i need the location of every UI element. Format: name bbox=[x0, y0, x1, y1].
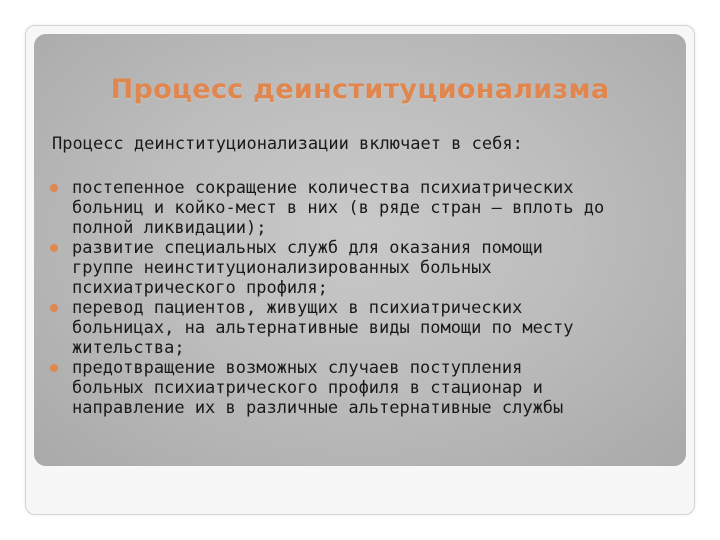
intro-text: Процесс деинституционализации включает в себя: bbox=[52, 134, 523, 154]
bullet-dot-icon bbox=[50, 304, 58, 312]
list-item-line: больницах, на альтернативные виды помощи по месту bbox=[72, 318, 574, 338]
bullet-dot-icon bbox=[50, 244, 58, 252]
bullet-dot-icon bbox=[50, 184, 58, 192]
list-item bbox=[50, 178, 690, 238]
list-item-line: развитие специальных служб для оказания помощи bbox=[72, 238, 543, 258]
list-item-line: полной ликвидации); bbox=[72, 218, 267, 238]
list-item bbox=[50, 358, 690, 418]
list-item-line: предотвращение возможных случаев поступления bbox=[72, 358, 523, 378]
list-item-line: направление их в различные альтернативные службы bbox=[72, 398, 564, 418]
bullet-dot-icon bbox=[50, 364, 58, 372]
list-item bbox=[50, 238, 690, 298]
list-item-line: жительства; bbox=[72, 338, 185, 358]
list-item-line: перевод пациентов, живущих в психиатрических bbox=[72, 298, 523, 318]
list-item-line: постепенное сокращение количества психиатрических bbox=[72, 178, 574, 198]
slide-title: Процесс деинституционализма bbox=[110, 74, 610, 105]
bullet-list bbox=[50, 178, 690, 418]
list-item-line: больных психиатрического профиля в стационар и bbox=[72, 378, 543, 398]
list-item-line: группе неинституционализированных больных bbox=[72, 258, 492, 278]
list-item-line: психиатрического профиля; bbox=[72, 278, 328, 298]
list-item-line: больниц и койко-мест в них (в ряде стран — вплоть до bbox=[72, 198, 605, 218]
list-item bbox=[50, 298, 690, 358]
